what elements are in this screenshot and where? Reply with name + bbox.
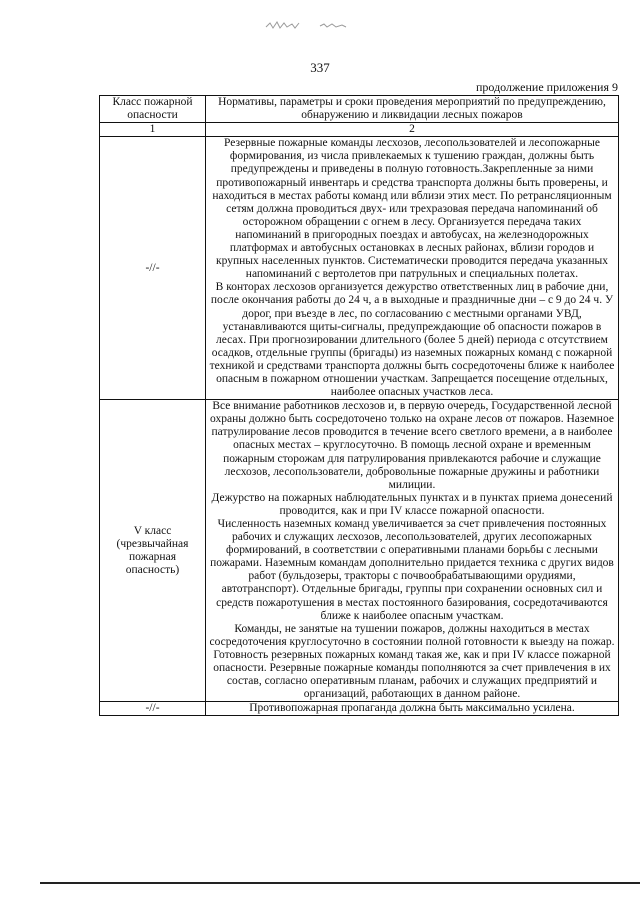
measures-paragraph: В конторах лесхозов организуется дежурство ответственных лиц в рабочие дни, после окончания работы до 24 ч, а в выходные и праздничные дни – с 9 до 24 ч. У дорог, при въезде в лес, по согласованию с местными органами УВД, устанавливаются щиты-сигналы, предупреждающие об опасности пожаров в лесах. При прогнозировании длительного (более 5 дней) периода с отсутствием осадков, отдельные группы (бригады) из наземных пожарных команд с пожарной техникой и средствами транспорта должны быть сосредоточены ближе к наиболее опасным в пожарном отношении участкам. Запрещается посещение отдельных, наиболее опасных участков леса. <box>209 281 615 399</box>
measures-paragraph: Дежурство на пожарных наблюдательных пунктах и в пунктах приема донесений проводится, как и при IV классе пожарной опасности. <box>211 491 613 517</box>
hazard-class-cell: -//- <box>100 702 206 716</box>
measures-paragraph: Готовность резервных пожарных команд такая же, как и при IV классе пожарной опасности. Резервные пожарные команды пополняются за счет привлечения в их состав, согласно оперативным планам, рабочих и служащих предприятий и организаций, работающих в данном районе. <box>213 648 611 701</box>
measures-cell <box>206 702 619 716</box>
column-number-row <box>100 123 619 137</box>
scan-artifact <box>262 18 422 32</box>
header-hazard-class: Класс пожарной опасности <box>100 96 206 123</box>
measures-cell <box>206 400 619 702</box>
page-number: 337 <box>310 60 330 75</box>
table-row <box>100 137 619 400</box>
measures-paragraph: Численность наземных команд увеличивается за счет привлечения постоянных рабочих и служащих лесхозов, лесопользователей, других лесопожарных формирований, в соответствии с оперативными планами борьбы с лесными пожарами. Наземным командам дополнительно придается техника с других видов работ (бульдозеры, тракторы с почвообрабатывающими орудиями, автотранспорт). Отдельные бригады, группы при сохранении основных сил и средств пожаротушения в местах постоянного базирования, сосредотачиваются ближе к наиболее опасным участкам. <box>210 518 614 622</box>
table-header-row <box>100 96 619 123</box>
column-number: 2 <box>206 123 619 137</box>
table-row <box>100 702 619 716</box>
table-row <box>100 400 619 702</box>
continuation-note: продолжение приложения 9 <box>476 80 618 94</box>
header-measures: Нормативы, параметры и сроки проведения мероприятий по предупреждению, обнаружению и ликвидации лесных пожаров <box>206 96 619 123</box>
page-bottom-rule <box>40 882 640 884</box>
fire-hazard-table <box>99 95 619 716</box>
column-number: 1 <box>100 123 206 137</box>
measures-paragraph: Противопожарная пропаганда должна быть максимально усилена. <box>249 702 575 715</box>
measures-paragraph: Команды, не занятые на тушении пожаров, должны находиться в местах сосредоточения круглосуточно в состоянии полной готовности к выезду на пожар. <box>209 622 615 648</box>
hazard-class-cell: V класс (чрезвычайная пожарная опасность) <box>100 400 206 702</box>
measures-paragraph: Все внимание работников лесхозов и, в первую очередь, Государственной лесной охраны должно быть сосредоточено только на охране лесов от пожаров. Наземное патрулирование лесов проводится в течение всего светлого времени, а в наиболее опасных местах – круглосуточно. В помощь лесной охране и временным пожарным сторожам для патрулирования привлекаются рабочие и служащие лесхозов, лесопользователи, добровольные пожарные дружины и работники милиции. <box>210 400 614 491</box>
measures-paragraph: Резервные пожарные команды лесхозов, лесопользователей и лесопожарные формирования, из числа привлекаемых к тушению граждан, должны быть предупреждены и приведены в полную готовность.Закрепленные за ними противопожарный инвентарь и средства транспорта должны быть проверены, и находиться в местах работы команд или вблизи этих мест. По ретрансляционным сетям должна проводиться двух- или трехразовая передача напоминаний об осторожном обращении с огнем в лесу. Организуется передача таких напоминаний в пригородных поездах и автобусах, на железнодорожных платформах и автобусных остановках в лесных районах, вблизи городов и крупных населенных пунктов. Систематически проводится передача указанных напоминаний с вертолетов при патрульных и специальных полетах. <box>212 137 612 281</box>
hazard-class-cell: -//- <box>100 137 206 400</box>
measures-cell <box>206 137 619 400</box>
